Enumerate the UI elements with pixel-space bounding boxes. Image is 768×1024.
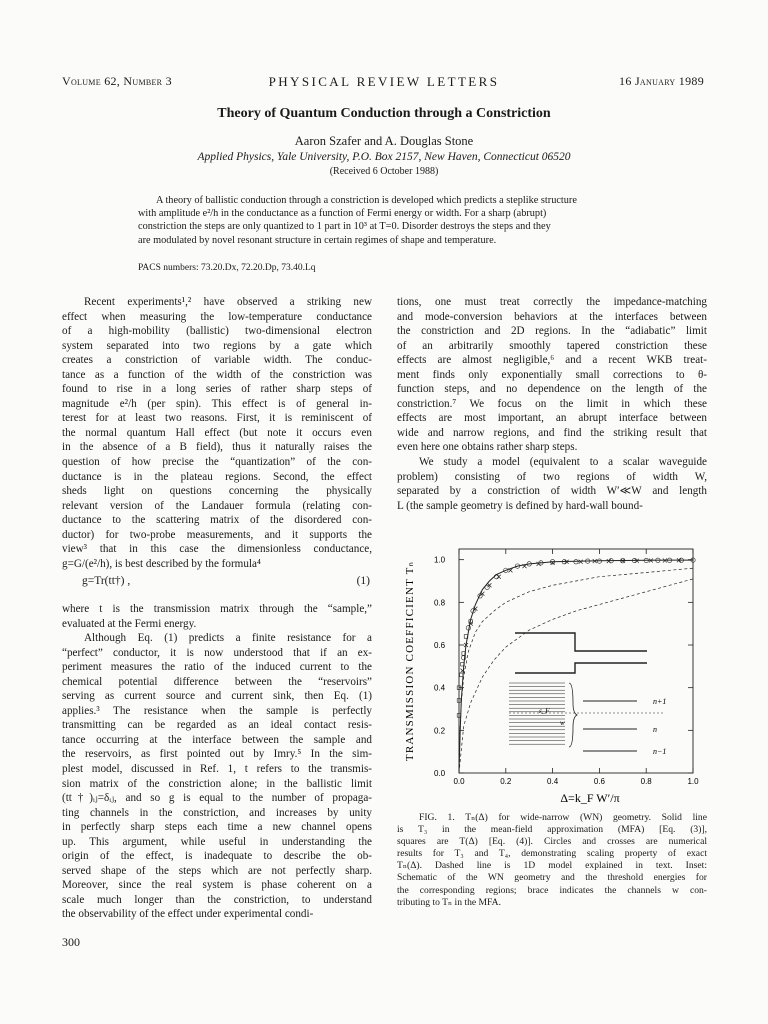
pacs-numbers: PACS numbers: 73.20.Dx, 72.20.Dp, 73.40.Lq — [138, 263, 316, 273]
inset-label: w — [560, 719, 565, 727]
y-tick-label: 0.8 — [434, 598, 446, 608]
paragraph-line: up. This argument, while useful in understanding the — [62, 835, 372, 848]
paragraph-line: even here one obtains rather sharp steps. — [397, 441, 578, 454]
column-2 — [397, 295, 707, 513]
paragraph-line: periment measures the ratio of the induced current to the — [62, 661, 372, 674]
series-line-t3-mfa — [459, 560, 693, 773]
abstract-line: are modulated by novel resonant structure in certain regimes of shape and temperature. — [138, 234, 497, 246]
page-number: 300 — [62, 935, 80, 949]
inset-label: ε_F — [539, 707, 550, 715]
paragraph-line: and mode-conversion behaviors at the interfaces between — [397, 310, 707, 323]
paragraph-line: in the absence of a B field), thus it naturally raises the — [62, 441, 372, 454]
paragraph-line: of an arbitrarily smoothly tapered constriction these — [397, 339, 707, 352]
paragraph-line: the normal quantum Hall effect (but note it occurs even — [62, 426, 372, 439]
paragraph-line: We study a model (equivalent to a scalar waveguide — [419, 456, 707, 469]
paragraph-line: plest model, discussed in Ref. 1, t refers to the transmis- — [62, 763, 372, 776]
paragraph-line: separated by a constriction of width W′≪W and length — [397, 485, 707, 498]
circle-point — [574, 560, 578, 564]
paragraph-line: view³ that in this case the dimensionless conductance, — [62, 543, 372, 556]
running-head-date: 16 January 1989 — [619, 74, 704, 88]
paragraph-line: constriction.⁷ We focus on the limit in which these — [397, 397, 707, 410]
inset-brace — [569, 683, 577, 747]
plot-frame — [459, 549, 693, 773]
y-tick-label: 0.0 — [434, 769, 446, 778]
abstract-line: with amplitude e²/h in the conductance as a function of Fermi energy or width. For a sharp (abrupt) — [138, 208, 547, 220]
caption-line: the corresponding regions; brace indicates the channels w con- — [397, 884, 707, 896]
caption-line: Tₙ(Δ). Dashed line is 1D model explained in text. Inset: — [397, 860, 707, 872]
inset-wall-bottom — [515, 663, 647, 673]
paragraph-line: ductor) for two-probe measurements, and it supports the — [62, 528, 372, 541]
paragraph-line: sion matrix of the constriction alone; in the ballistic limit — [62, 777, 372, 790]
article-authors: Aaron Szafer and A. Douglas Stone — [294, 134, 474, 148]
paragraph-line: question of how precise the “quantization” of the con- — [62, 456, 372, 469]
abstract-line: A theory of ballistic conduction through a constriction is developed which predicts a steplike structure — [156, 195, 577, 206]
column-1-bottom — [62, 602, 372, 922]
paragraph-line: tions, one must treat correctly the impedance-matching — [397, 296, 707, 308]
running-head-journal: PHYSICAL REVIEW LETTERS — [268, 74, 500, 89]
paragraph-line: of a high-mobility (ballistic) two-dimensional electron — [62, 325, 372, 338]
series-line-1d-lower — [459, 579, 693, 773]
paragraph-line: “perfect” conductor, it is now understood that if an ex- — [62, 646, 372, 659]
paragraph-line: Moreover, since the real system is phase coherent on a — [62, 879, 372, 892]
paragraph-line: problem) consisting of two regions of width W, — [397, 470, 707, 483]
y-tick-label: 0.4 — [434, 683, 446, 693]
y-axis-label: TRANSMISSION COEFFICIENT Tₙ — [404, 560, 416, 762]
paragraph-line: effects are most important, an abrupt interface between — [397, 412, 707, 425]
paragraph-line: (tt†)ᵢⱼ=δᵢⱼ, and so g is equal to the number of propaga- — [62, 792, 372, 805]
paragraph-line: the observability of the effect under experimental condi- — [62, 908, 314, 921]
inset-label: n−1 — [653, 747, 667, 756]
y-tick-label: 0.2 — [434, 726, 446, 736]
paragraph-line: serving as current source and current sink, then Eq. (1) — [62, 690, 372, 703]
paragraph-line: ment finds only exponentially small corrections to θ- — [397, 368, 707, 381]
cross-point — [579, 560, 583, 564]
caption-line: FIG. 1. Tₙ(Δ) for wide-narrow (WN) geometry. Solid line — [419, 812, 707, 823]
paragraph-line: magnitude e²/h (per spin). This effect is of general in- — [62, 397, 372, 410]
figure-caption — [397, 812, 707, 909]
running-head-volume: Volume 62, Number 3 — [62, 74, 172, 88]
caption-line: results for T₃ and T₄, demonstrating scaling property of exact — [397, 848, 707, 860]
paragraph-line: evaluated at the Fermi energy. — [62, 617, 197, 630]
cross-point — [607, 559, 611, 563]
received-date: (Received 6 October 1988) — [329, 166, 439, 177]
paragraph-line: effect when measuring the low-temperature conductance — [62, 310, 372, 323]
paragraph-line: transmitting can be regarded as an ideal contact resis- — [62, 719, 372, 732]
paragraph-line: tance occurring at the interface between the sample and — [62, 733, 372, 746]
caption-line: is T₃ in the mean-field approximation (MFA) [Eq. (3)], — [397, 824, 707, 836]
paragraph-line: creates a constriction of variable width. The conduc- — [62, 354, 372, 367]
paragraph-line: where t is the transmission matrix through the “sample,” — [62, 603, 372, 615]
paragraph-line: effects are almost negligible,⁶ and a recent WKB treat- — [397, 354, 707, 367]
paragraph-line: served shape of the steps which are not perfectly sharp. — [62, 864, 372, 877]
paragraph-line: function steps, and no dependence on the length of the — [397, 383, 707, 396]
abstract — [138, 194, 634, 247]
paragraph-line: ductance to the scattering matrix of the disordered con- — [62, 514, 372, 527]
paragraph-line: relevant version of the Landauer formula (relating con- — [62, 499, 372, 512]
paragraph-line: g=G/(e²/h), is best described by the formula⁴ — [62, 557, 261, 570]
paragraph-line: sheds light on questions concerning the physically — [62, 485, 372, 498]
x-tick-label: 0.2 — [500, 777, 512, 786]
paragraph-line: ting channels in the constriction, and increases by unity — [62, 806, 372, 819]
paragraph-line: tance as a function of the width of the constriction was — [62, 368, 372, 381]
cross-point — [497, 575, 501, 579]
paragraph-line: found to rise in a long series of rather sharp steps of — [62, 383, 372, 396]
affiliation: Applied Physics, Yale University, P.O. Box 2157, New Haven, Connecticut 06520 — [197, 151, 571, 163]
inset-label: n — [653, 725, 657, 734]
paragraph-line: wide and narrow regions, and find the striking result that — [397, 426, 707, 439]
x-tick-label: 0.0 — [453, 777, 465, 786]
paragraph-line: origin of the effect, is inadequate to describe the ob- — [62, 850, 372, 863]
y-tick-label: 1.0 — [434, 555, 446, 565]
paragraph-line: scale much longer than the constriction, to understand — [62, 893, 372, 906]
abstract-line: constriction the steps are only quantized to 1 part in 10³ at T=0. Disorder destroys the steps and they — [138, 221, 551, 233]
x-tick-label: 1.0 — [687, 777, 699, 786]
cross-point — [469, 622, 473, 626]
x-tick-label: 0.4 — [547, 777, 559, 786]
x-tick-label: 0.6 — [593, 777, 605, 786]
paragraph-line: the reservoirs, as first pointed out by Imry.⁵ In the sim- — [62, 748, 372, 761]
y-tick-label: 0.6 — [434, 641, 446, 650]
figure-1-chart — [397, 535, 707, 805]
series-line-1d-upper — [459, 568, 693, 773]
paragraph-line: in perfectly sharp steps each time a new channel opens — [62, 821, 372, 834]
paragraph-line: the constriction and 2D regions. In the “adiabatic” limit — [397, 325, 707, 338]
article-title: Theory of Quantum Conduction through a Constriction — [217, 106, 551, 121]
x-tick-label: 0.8 — [640, 777, 652, 786]
paragraph-line: L (the sample geometry is defined by hard-wall bound- — [397, 499, 643, 512]
paragraph-line: chemical potential difference between the “reservoirs” — [62, 675, 372, 688]
paragraph-line: system separated into two regions by a gate which — [62, 339, 372, 352]
equation-body: g=Tr(tt†) , — [82, 575, 131, 587]
paragraph-line: terest for at least two reasons. First, it is reminiscent of — [62, 412, 372, 425]
circle-point — [461, 656, 465, 660]
paragraph-line: ductance is in the plateau regions. Second, the effect — [62, 470, 372, 483]
paragraph-line: Although Eq. (1) predicts a finite resistance for a — [84, 632, 372, 645]
cross-point — [461, 669, 465, 673]
caption-line: Schematic of the WN geometry and the threshold energies for — [397, 872, 707, 884]
x-axis-label: Δ=k_F W′/π — [560, 791, 620, 805]
paragraph-line: applies.³ The resistance when the sample is perfectly — [62, 704, 372, 717]
inset-wall-top — [515, 633, 647, 651]
paragraph-line: Recent experiments¹,² have observed a striking new — [84, 296, 372, 308]
caption-line: tributing to Tₙ in the MFA. — [397, 896, 501, 908]
equation-number: (1) — [356, 575, 370, 587]
caption-line: squares are T(Δ) [Eq. (4)]. Circles and crosses are numerical — [397, 836, 707, 848]
inset-label: n+1 — [653, 697, 667, 706]
column-1-top — [62, 295, 372, 571]
